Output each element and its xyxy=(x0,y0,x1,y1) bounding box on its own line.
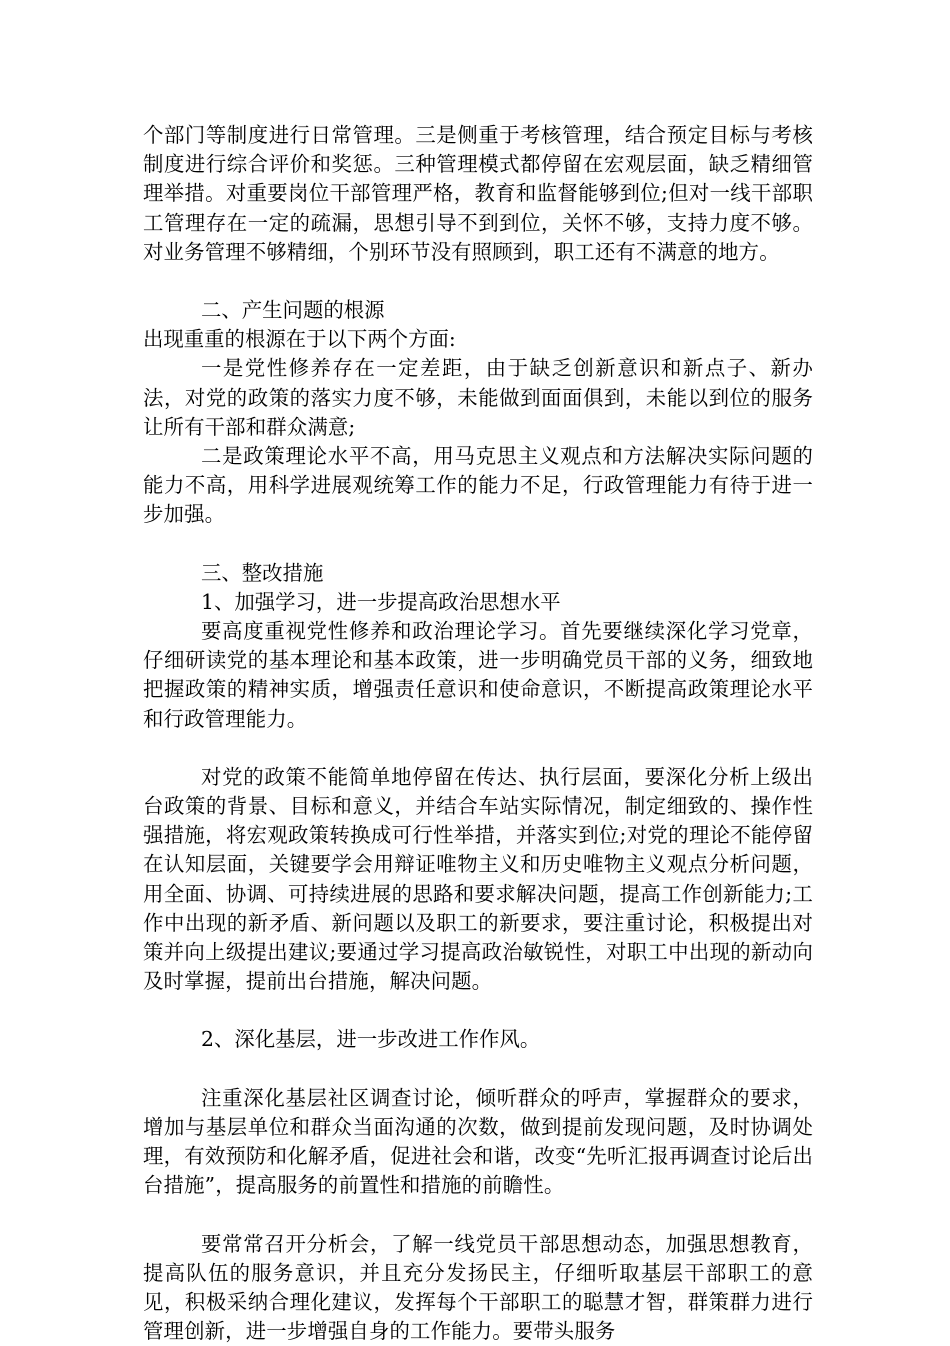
paragraph-root-cause-one: 一是党性修养存在一定差距，由于缺乏创新意识和新点子、新办法，对党的政策的落实力度不够，未能做到面面俱到，未能以到位的服务让所有干部和群众满意; xyxy=(143,354,813,442)
paragraph-policy-implementation: 对党的政策不能简单地停留在传达、执行层面，要深化分析上级出台政策的背景、目标和意义，并结合车站实际情况，制定细致的、操作性强措施，将宏观政策转换成可行性举措，并落实到位;对党的理论不能停留在认知层面，关键要学会用辩证唯物主义和历史唯物主义观点分析问题，用全面、协调、可持续进展的思路和要求解决问题，提高工作创新能力;工作中出现的新矛盾、新问题以及职工的新要求，要注重讨论，积极提出对策并向上级提出建议;要通过学习提高政治敏锐性，对职工中出现的新动向及时掌握，提前出台措施，解决问题。 xyxy=(143,763,813,997)
paragraph-root-causes-intro: 出现重重的根源在于以下两个方面: xyxy=(143,325,813,354)
spacer xyxy=(143,530,813,559)
spacer xyxy=(143,267,813,296)
document-body xyxy=(143,121,813,1346)
paragraph-study: 要高度重视党性修养和政治理论学习。首先要继续深化学习党章，仔细研读党的基本理论和基本政策，进一步明确党员干部的义务，细致地把握政策的精神实质，增强责任意识和使命意识，不断提高政策理论水平和行政管理能力。 xyxy=(143,617,813,734)
section-heading-measures: 三、整改措施 xyxy=(143,559,813,588)
paragraph-management-issues: 个部门等制度进行日常管理。三是侧重于考核管理，结合预定目标与考核制度进行综合评价和奖惩。三种管理模式都停留在宏观层面，缺乏精细管理举措。对重要岗位干部管理严格，教育和监督能够到位;但对一线干部职工管理存在一定的疏漏，思想引导不到到位，关怀不够，支持力度不够。对业务管理不够精细，个别环节没有照顾到，职工还有不满意的地方。 xyxy=(143,121,813,267)
spacer xyxy=(143,734,813,763)
section-heading-root-causes: 二、产生问题的根源 xyxy=(143,296,813,325)
paragraph-grassroots-research: 注重深化基层社区调查讨论，倾听群众的呼声，掌握群众的要求，增加与基层单位和群众当面沟通的次数，做到提前发现问题，及时协调处理，有效预防和化解矛盾，促进社会和谐，改变“先听汇报再调查讨论后出台措施”，提高服务的前置性和措施的前瞻性。 xyxy=(143,1084,813,1201)
spacer xyxy=(143,1201,813,1230)
spacer xyxy=(143,1055,813,1084)
paragraph-analysis-meetings: 要常常召开分析会，了解一线党员干部思想动态，加强思想教育，提高队伍的服务意识，并且充分发扬民主，仔细听取基层干部职工的意见，积极采纳合理化建议，发挥每个干部职工的聪慧才智，群策群力进行管理创新，进一步增强自身的工作能力。要带头服务 xyxy=(143,1230,813,1346)
subheading-strengthen-study: 1、加强学习，进一步提高政治思想水平 xyxy=(143,588,813,617)
spacer xyxy=(143,996,813,1025)
subheading-grassroots: 2、深化基层，进一步改进工作作风。 xyxy=(143,1025,813,1054)
paragraph-root-cause-two: 二是政策理论水平不高，用马克思主义观点和方法解决实际问题的能力不高，用科学进展观统筹工作的能力不足，行政管理能力有待于进一步加强。 xyxy=(143,442,813,530)
